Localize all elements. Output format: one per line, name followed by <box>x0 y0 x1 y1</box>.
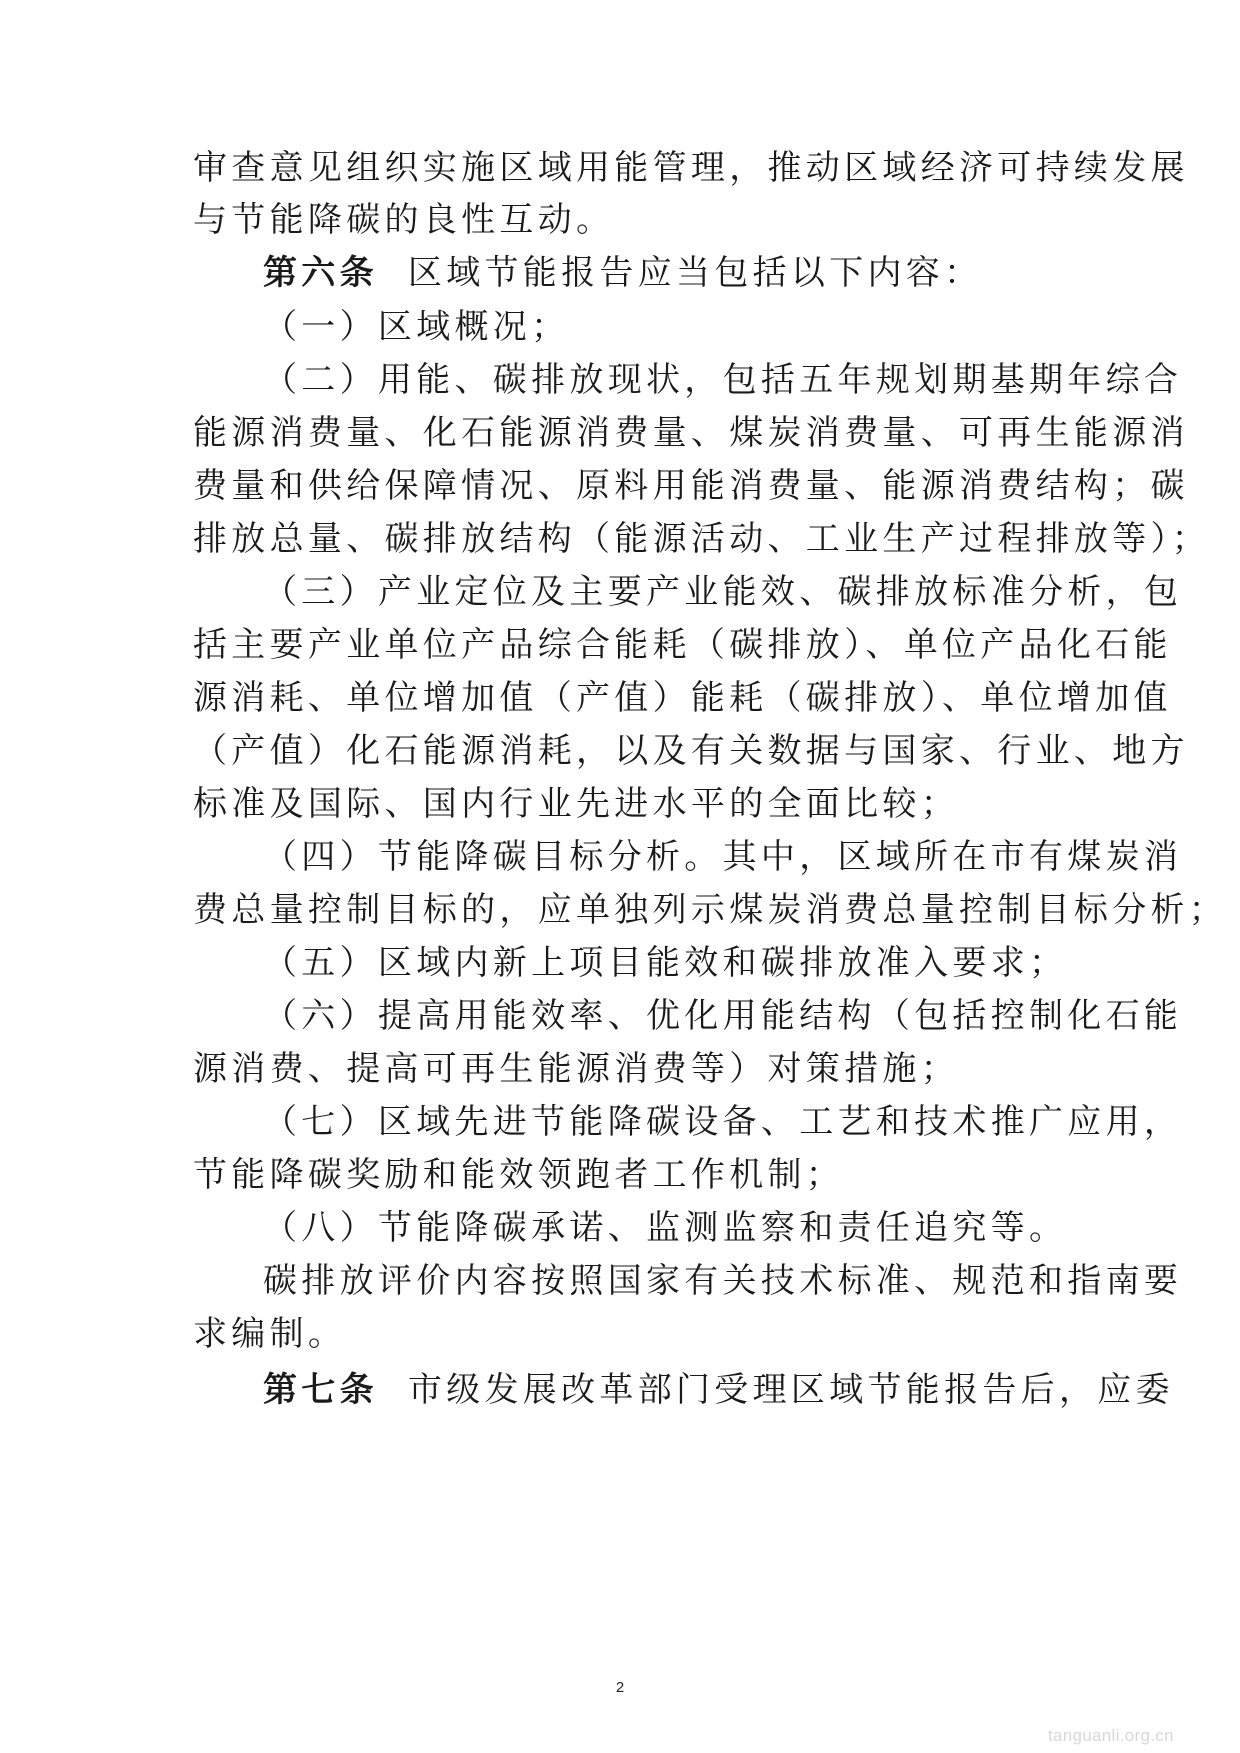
paragraph-line: 节能降碳奖励和能效领跑者工作机制； <box>193 1155 845 1195</box>
paragraph-line: 括主要产业单位产品综合能耗（碳排放）、单位产品化石能 <box>193 625 1172 665</box>
list-item: （四）节能降碳目标分析。其中，区域所在市有煤炭消 <box>263 837 1183 877</box>
paragraph-line: 标准及国际、国内行业先进水平的全面比较； <box>193 784 959 824</box>
page-number: 2 <box>615 1679 625 1696</box>
list-item: （一）区域概况； <box>263 307 570 347</box>
paragraph-line: 源消费、提高可再生能源消费等）对策措施； <box>193 1049 959 1089</box>
paragraph-line: 源消耗、单位增加值（产值）能耗（碳排放）、单位增加值 <box>193 678 1172 718</box>
watermark: tanguanli.org.cn <box>1048 1726 1174 1745</box>
paragraph-line: 求编制。 <box>193 1314 347 1354</box>
article-6-text: 区域节能报告应当包括以下内容： <box>407 253 983 293</box>
paragraph-line: 费总量控制目标的，应单独列示煤炭消费总量控制目标分析； <box>193 890 1228 930</box>
article-7-heading <box>263 1369 1174 1411</box>
article-7-label: 第七条 <box>263 1370 378 1410</box>
list-item: （七）区域先进节能降碳设备、工艺和技术推广应用， <box>263 1102 1183 1142</box>
list-item: （八）节能降碳承诺、监测监察和责任追究等。 <box>263 1208 1068 1248</box>
article-6-label: 第六条 <box>263 253 378 293</box>
paragraph-line: 碳排放评价内容按照国家有关技术标准、规范和指南要 <box>263 1261 1183 1301</box>
paragraph-line: 费量和供给保障情况、原料用能消费量、能源消费结构；碳 <box>193 466 1189 506</box>
paragraph-line: 与节能降碳的良性互动。 <box>193 200 615 240</box>
article-6-heading <box>263 252 1143 294</box>
paragraph-line: 排放总量、碳排放结构（能源活动、工业生产过程排放等）； <box>193 519 1211 559</box>
paragraph-line: 能源消费量、化石能源消费量、煤炭消费量、可再生能源消 <box>193 413 1189 453</box>
list-item: （二）用能、碳排放现状，包括五年规划期基期年综合 <box>263 360 1183 400</box>
list-item: （五）区域内新上项目能效和碳排放准入要求； <box>263 943 1068 983</box>
paragraph-line: 审查意见组织实施区域用能管理，推动区域经济可持续发展 <box>193 148 1189 188</box>
article-7-text: 市级发展改革部门受理区域节能报告后，应委 <box>407 1370 1174 1410</box>
paragraph-line: （产值）化石能源消耗，以及有关数据与国家、行业、地方 <box>193 731 1189 771</box>
list-item: （三）产业定位及主要产业能效、碳排放标准分析，包 <box>263 572 1183 612</box>
list-item: （六）提高用能效率、优化用能结构（包括控制化石能 <box>263 996 1183 1036</box>
